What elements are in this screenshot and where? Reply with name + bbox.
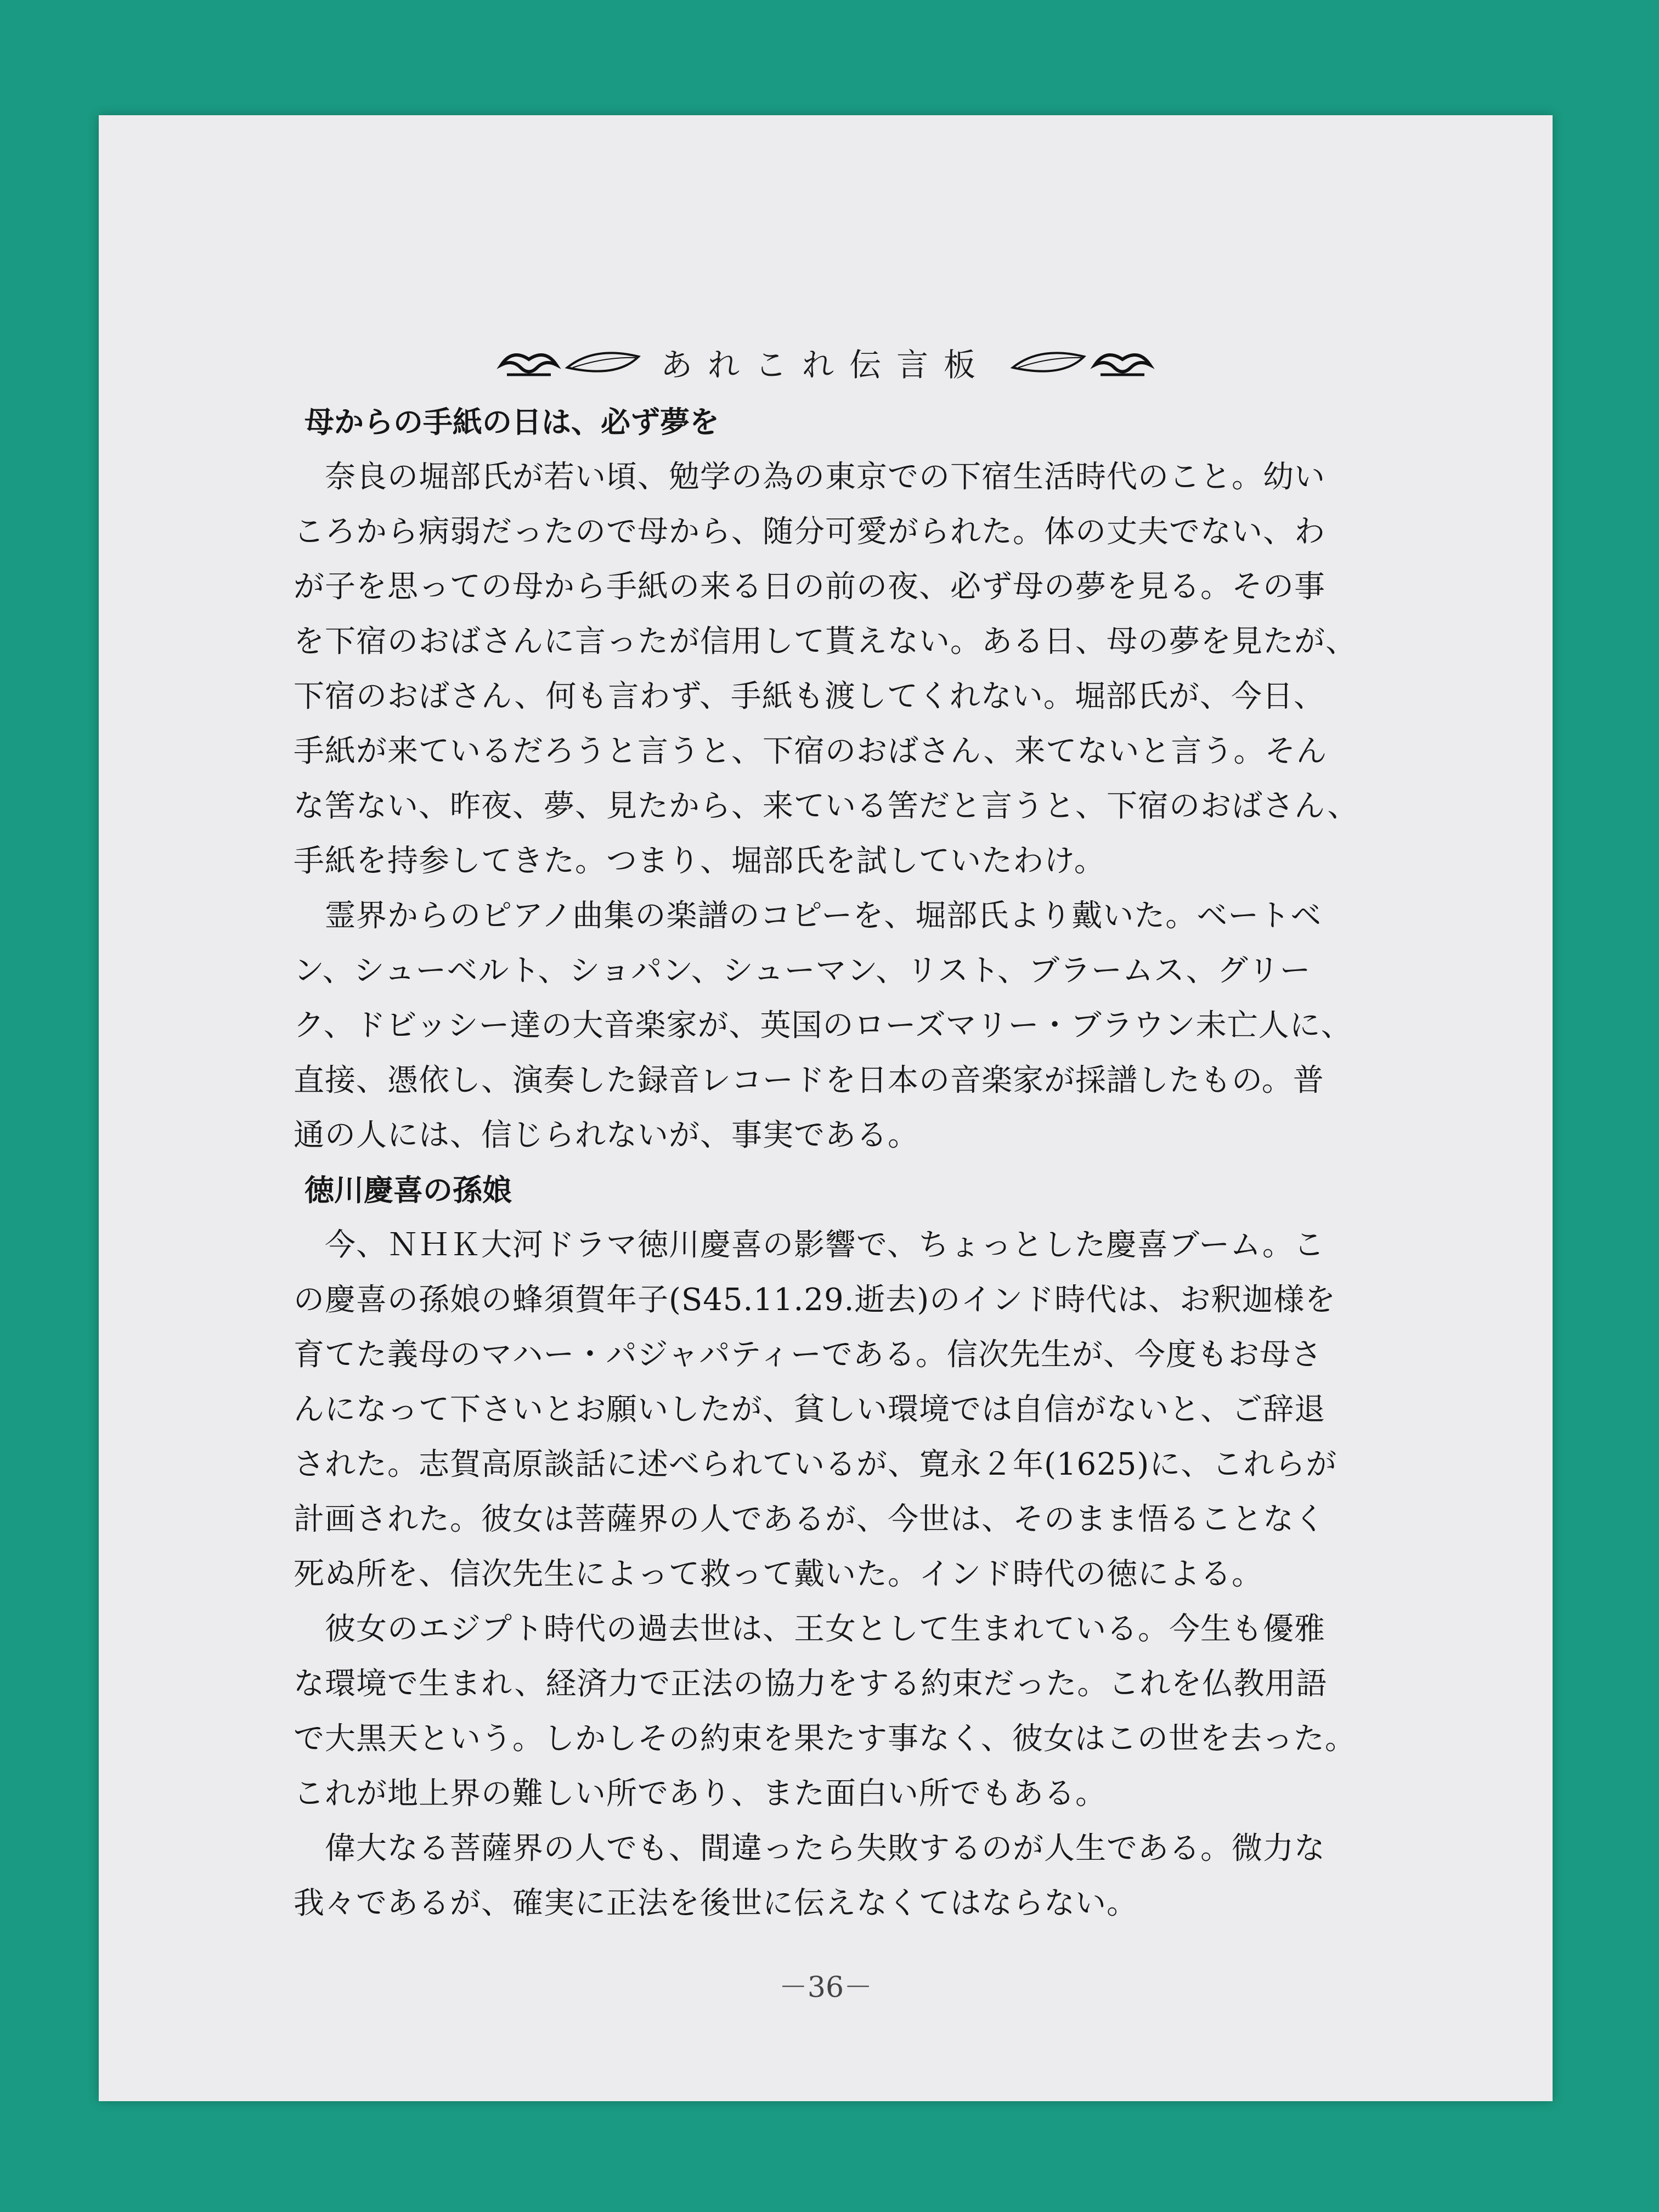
document-page bbox=[99, 115, 1553, 2101]
text-line: された。志賀高原談話に述べられているが、寛永２年(1625)に、これらが bbox=[294, 1447, 1338, 1482]
text-line: で大黒天という。しかしその約束を果たす事なく、彼女はこの世を去った。 bbox=[294, 1721, 1356, 1757]
text-line: これが地上界の難しい所であり、また面白い所でもある。 bbox=[294, 1776, 1107, 1812]
text-line: 下宿のおばさん、何も言わず、手紙も渡してくれない。堀部氏が、今日、 bbox=[294, 679, 1325, 714]
text-line: な環境で生まれ、経済力で正法の協力をする約束だった。これを仏教用語 bbox=[294, 1666, 1328, 1702]
article-body bbox=[294, 395, 1446, 1931]
text-line: 計画された。彼女は菩薩界の人であるが、今世は、そのまま悟ることなく bbox=[294, 1502, 1325, 1537]
text-line: ク、ドビッシー達の大音楽家が、英国のローズマリー・ブラウン未亡人に、 bbox=[294, 1008, 1352, 1043]
text-line: 霊界からのピアノ曲集の楽譜のコピーを、堀部氏より戴いた。ベートベ bbox=[294, 898, 1322, 934]
text-line: 育てた義母のマハー・パジャパティーである。信次先生が、今度もお母さ bbox=[294, 1337, 1322, 1373]
text-line: が子を思っての母から手紙の来る日の前の夜、必ず母の夢を見る。その事 bbox=[294, 569, 1325, 605]
text-line: 偉大なる菩薩界の人でも、間違ったら失敗するのが人生である。微力な bbox=[294, 1831, 1325, 1866]
text-line: んになって下さいとお願いしたが、貧しい環境では自信がないと、ご辞退 bbox=[294, 1392, 1325, 1427]
right-bird-ornament-icon bbox=[1090, 343, 1155, 381]
text-line: 我々であるが、確実に正法を後世に伝えなくてはならない。 bbox=[294, 1886, 1138, 1921]
left-bird-ornament-icon bbox=[496, 343, 562, 381]
text-line: 今、ＮＨＫ大河ドラマ徳川慶喜の影響で、ちょっとした慶喜ブーム。こ bbox=[294, 1227, 1325, 1263]
text-line: 奈良の堀部氏が若い頃、勉学の為の東京での下宿生活時代のこと。幼い bbox=[294, 459, 1325, 495]
text-line: 手紙が来ているだろうと言うと、下宿のおばさん、来てないと言う。そん bbox=[294, 733, 1328, 769]
text-line: ン、シューベルト、ショパン、シューマン、リスト、ブラームス、グリー bbox=[294, 953, 1311, 989]
text-line: 彼女のエジプト時代の過去世は、王女として生まれている。今生も優雅 bbox=[294, 1611, 1325, 1647]
text-line: 直接、憑依し、演奏した録音レコードを日本の音楽家が採譜したもの。普 bbox=[294, 1063, 1324, 1098]
page-number: －36－ bbox=[778, 1971, 873, 2004]
text-line: 通の人には、信じられないが、事実である。 bbox=[294, 1118, 919, 1153]
left-leaf-ornament-icon bbox=[562, 346, 644, 379]
text-line: を下宿のおばさんに言ったが信用して貰えない。ある日、母の夢を見たが、 bbox=[294, 624, 1357, 659]
column-heading bbox=[99, 329, 1553, 395]
right-leaf-ornament-icon bbox=[1007, 346, 1090, 379]
text-line: の慶喜の孫娘の蜂須賀年子(S45.11.29.逝去)のインド時代は、お釈迦様を bbox=[294, 1282, 1336, 1318]
text-line: 手紙を持参してきた。つまり、堀部氏を試していたわけ。 bbox=[294, 843, 1105, 879]
text-line: な筈ない、昨夜、夢、見たから、来ている筈だと言うと、下宿のおばさん、 bbox=[294, 788, 1359, 824]
text-line: ころから病弱だったので母から、随分可愛がられた。体の丈夫でない、わ bbox=[294, 514, 1325, 550]
section-title: 母からの手紙の日は、必ず夢を bbox=[304, 405, 719, 439]
section-title: 徳川慶喜の孫娘 bbox=[304, 1173, 512, 1207]
heading-title: あれこれ伝言板 bbox=[660, 346, 991, 383]
text-line: 死ぬ所を、信次先生によって救って戴いた。インド時代の徳による。 bbox=[294, 1556, 1263, 1592]
